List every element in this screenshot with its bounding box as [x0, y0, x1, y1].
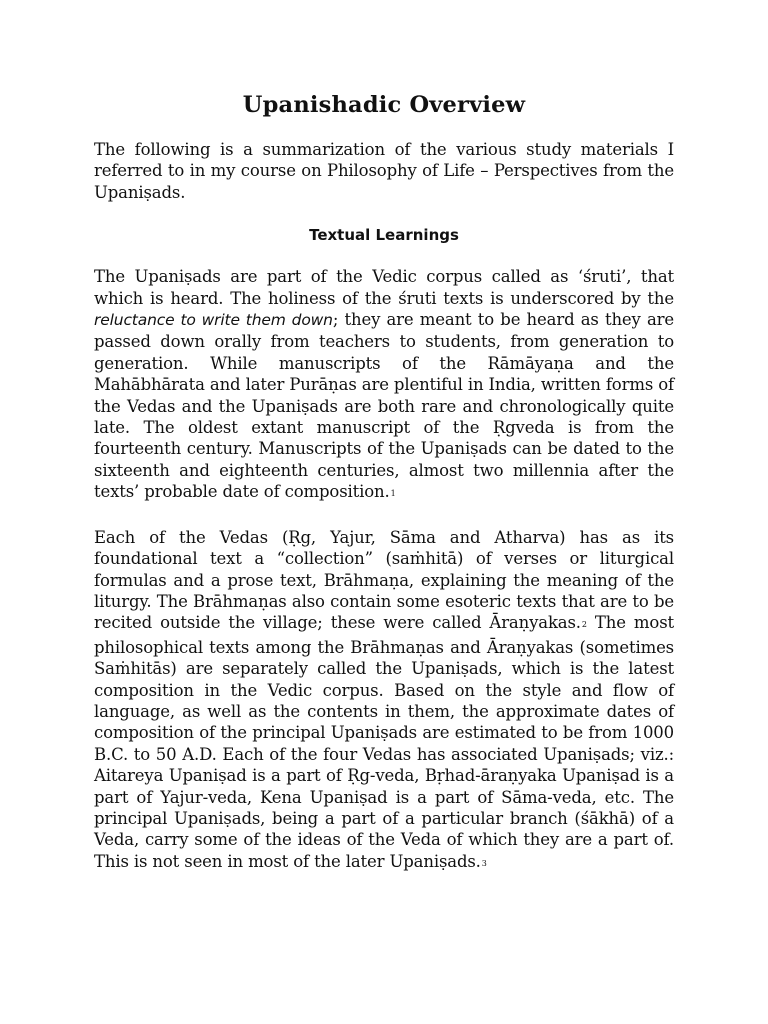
emphasis-text: reluctance to write them down	[94, 311, 333, 330]
footnote-marker[interactable]: 3	[481, 858, 487, 868]
section-heading: Textual Learnings	[309, 226, 459, 245]
body-paragraph-1	[94, 266, 674, 505]
footnote-marker[interactable]: 2	[581, 620, 587, 630]
footnote-marker[interactable]: 1	[390, 489, 396, 499]
body-paragraph-2	[94, 527, 674, 876]
paragraph-text: Each of the Vedas (Ṛg, Yajur, Sāma and Atharva) has as its foundational text a “collection” (saṁhitā) of verses or liturgical formulas and a prose text, Brāhmaṇa, explaining the meaning of the liturgy. The Brāhmaṇas also contain some esoteric texts that are to be recited outside the village; these were called Āraṇyakas.	[94, 527, 674, 633]
intro-paragraph: The following is a summarization of the various study materials I referred to in my course on Philosophy of Life – Perspectives from the Upaniṣads.	[94, 140, 674, 202]
paragraph-text: The Upaniṣads are part of the Vedic corpus called as ‘śruti’, that which is heard. The holiness of the śruti texts is underscored by the	[94, 267, 674, 308]
page-title: Upanishadic Overview	[242, 92, 526, 118]
paragraph-text: The most philosophical texts among the Brāhmaṇas and Āraṇyakas (sometimes Saṁhitās) are separately called the Upaniṣads, which is the latest composition in the Vedic corpus. Based on the style and flow of language, as well as the contents in them, the approximate dates of composition of the principal Upaniṣads are estimated to be from 1000 B.C. to 50 A.D. Each of the four Vedas has associated Upaniṣads; viz.: Aitareya Upaniṣad is a part of Ṛg-veda, Bṛhad-āraṇyaka Upaniṣad is a part of Yajur-veda, Kena Upaniṣad is a part of Sāma-veda, etc. The principal Upaniṣads, being a part of a particular branch (śākhā) of a Veda, carry some of the ideas of the Veda of which they are a part of. This is not seen in most of the later Upaniṣads.	[94, 613, 674, 871]
paragraph-text: ; they are meant to be heard as they are passed down orally from teachers to students, from generation to generation. While manuscripts of the Rāmāyaṇa and the Mahābhārata and later Purāṇas are plentiful in India, written forms of the Vedas and the Upaniṣads are both rare and chronologically quite late. The oldest extant manuscript of the Ṛgveda is from the fourteenth century. Manuscripts of the Upaniṣads can be dated to the sixteenth and eighteenth centuries, almost two millennia after the texts’ probable date of composition.	[94, 310, 674, 502]
